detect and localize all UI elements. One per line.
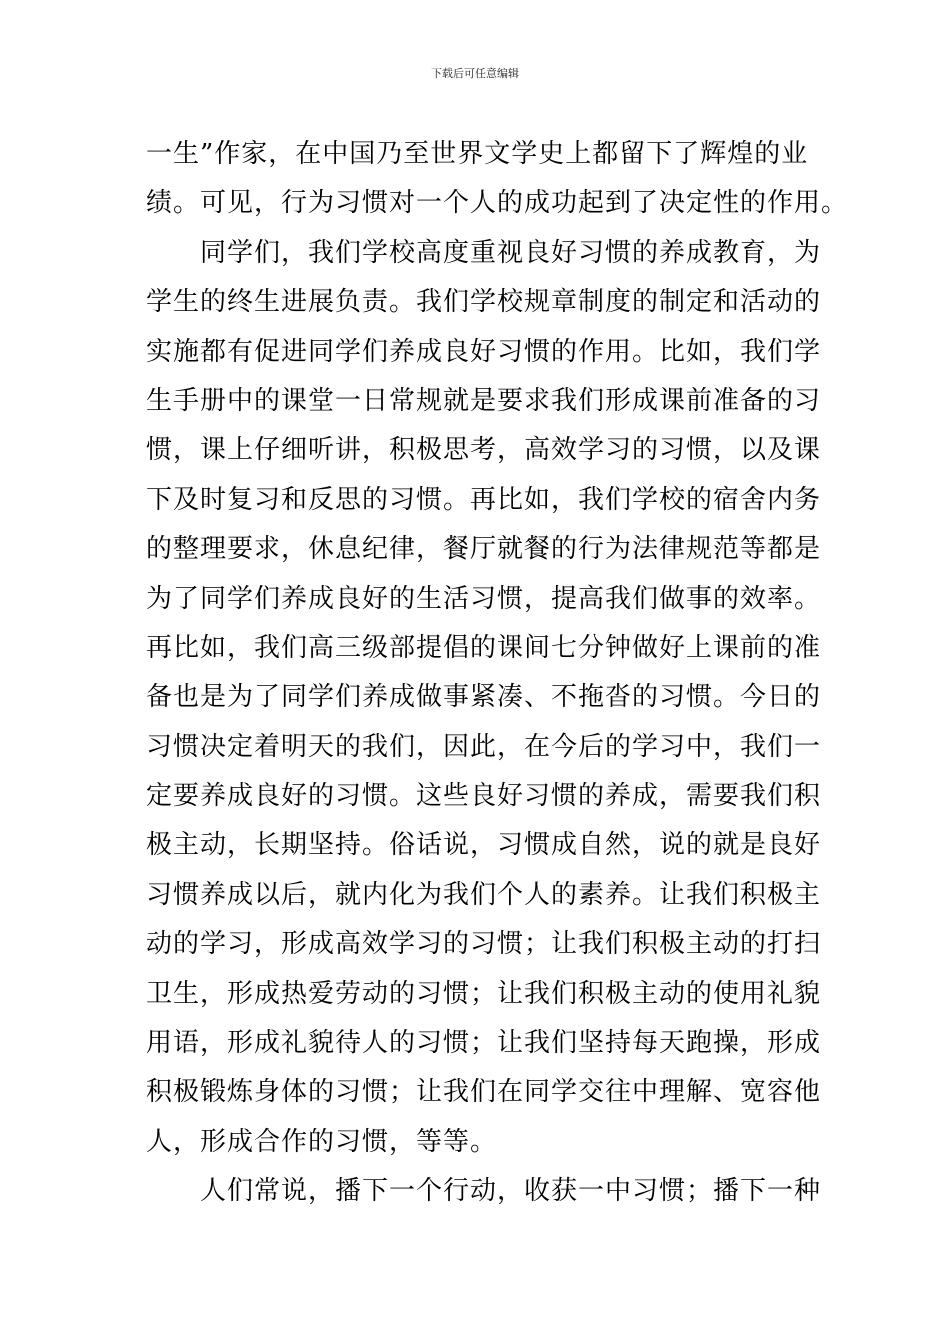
text-line: 人，形成合作的习惯，等等。 [146, 1126, 498, 1157]
text-line: 备也是为了同学们养成做事紧凑、不拖沓的习惯。今日的 [146, 682, 822, 713]
text-line: 的整理要求，休息纪律，餐厅就餐的行为法律规范等都是 [146, 534, 822, 565]
text-line: 用语，形成礼貌待人的习惯；让我们坚持每天跑操，形成 [146, 1028, 822, 1059]
paragraph-start-line: 同学们，我们学校高度重视良好习惯的养成教育，为 [200, 237, 822, 268]
text-line: 卫生，形成热爱劳动的习惯；让我们积极主动的使用礼貌 [146, 978, 822, 1009]
text-line: 定要养成良好的习惯。这些良好习惯的养成，需要我们积 [146, 781, 822, 812]
text-line: 习惯养成以后，就内化为我们个人的素养。让我们积极主 [146, 879, 822, 910]
paragraph-start-line: 人们常说，播下一个行动，收获一中习惯；播下一种 [200, 1176, 822, 1207]
text-line: 习惯决定着明天的我们，因此，在今后的学习中，我们一 [146, 731, 822, 762]
text-line: 再比如，我们高三级部提倡的课间七分钟做好上课前的准 [146, 632, 822, 663]
text-line: 生手册中的课堂一日常规就是要求我们形成课前准备的习 [146, 385, 822, 416]
text-line: 积极锻炼身体的习惯；让我们在同学交往中理解、宽容他 [146, 1077, 822, 1108]
text-line: 下及时复习和反思的习惯。再比如，我们学校的宿舍内务 [146, 484, 822, 515]
text-line: 学生的终生进展负责。我们学校规章制度的制定和活动的 [146, 287, 822, 318]
text-line: 极主动，长期坚持。俗话说，习惯成自然，说的就是良好 [146, 830, 822, 861]
document-body [146, 130, 849, 1217]
text-line: 惯，课上仔细听讲，积极思考，高效学习的习惯，以及课 [146, 435, 822, 466]
page-header: 下载后可任意编辑 [431, 67, 519, 80]
text-line: 一生”作家，在中国乃至世界文学史上都留下了辉煌的业 [146, 139, 809, 169]
text-line: 为了同学们养成良好的生活习惯，提高我们做事的效率。 [146, 583, 822, 614]
text-line: 动的学习，形成高效学习的习惯；让我们积极主动的打扫 [146, 929, 822, 960]
text-line: 实施都有促进同学们养成良好习惯的作用。比如，我们学 [146, 336, 822, 367]
text-line: 绩。可见，行为习惯对一个人的成功起到了决定性的作用。 [146, 188, 849, 219]
